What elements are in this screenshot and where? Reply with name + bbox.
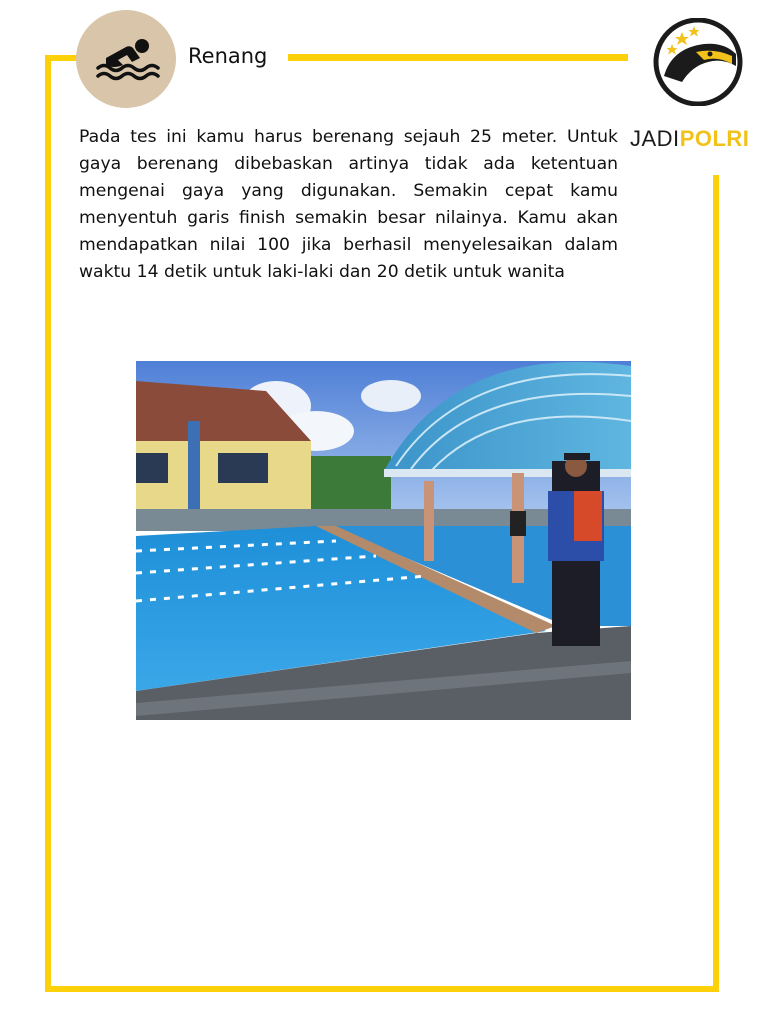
brand-part-jadi: JADI — [630, 126, 680, 151]
frame-top-right-border — [288, 54, 628, 61]
section-icon-circle — [76, 10, 176, 108]
frame-right-border — [713, 175, 719, 992]
description-paragraph: Pada tes ini kamu harus berenang sejauh 25 meter. Untuk gaya berenang dibebaskan artinya tidak ada ketentuan mengenai gaya yang digunakan. Semakin cepat kamu menyentuh garis finish semakin besar nilainya. Kamu akan mendapatkan nilai 100 jika berhasil menyelesaikan dalam waktu 14 detik untuk laki-laki dan 20 detik untuk wanita — [79, 127, 618, 282]
swimming-pool-test-photo — [136, 361, 631, 720]
page-title: Renang — [188, 44, 268, 68]
brand-part-polri: POLRI — [679, 126, 750, 151]
swimmer-icon — [92, 34, 160, 84]
brand-wordmark — [630, 126, 749, 152]
frame-bottom-border — [45, 986, 719, 992]
eagle-logo-icon — [652, 18, 744, 106]
frame-left-border — [45, 55, 51, 992]
